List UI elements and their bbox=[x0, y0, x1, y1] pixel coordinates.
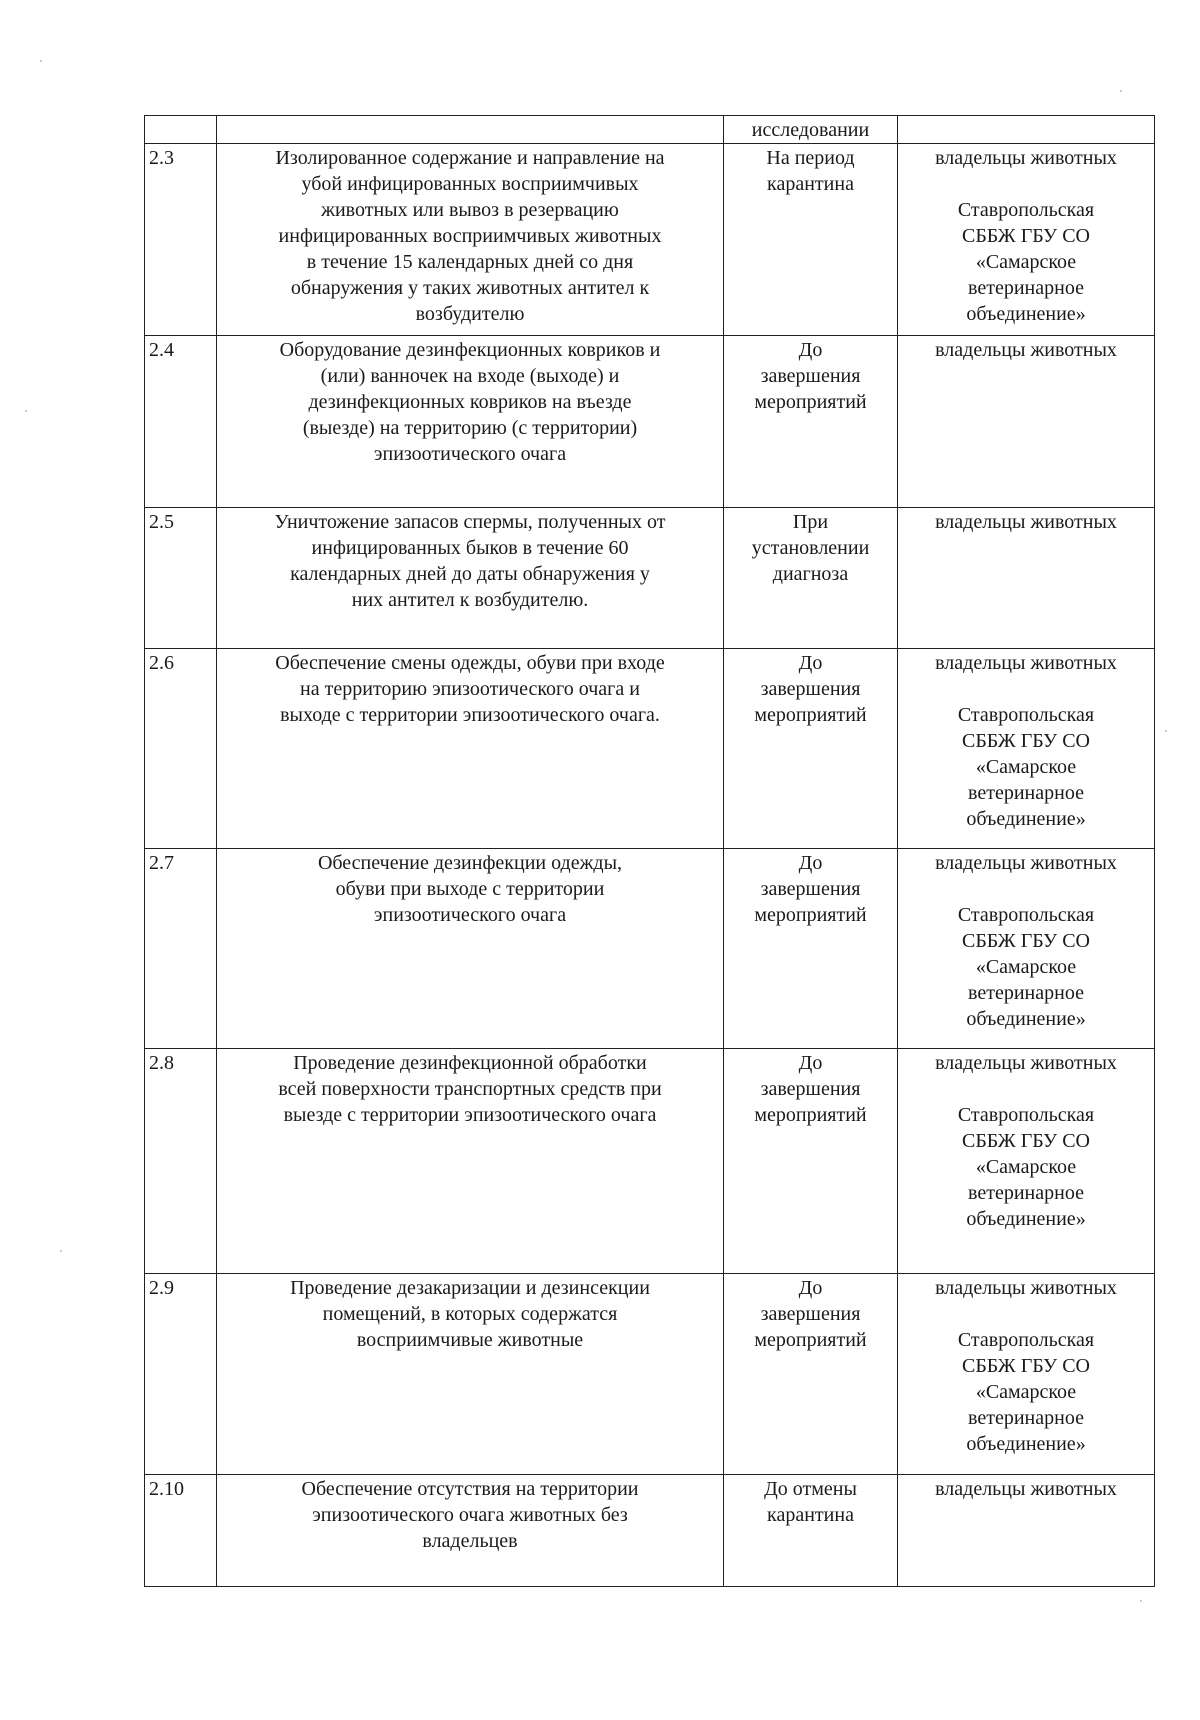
desc-line: выходе с территории эпизоотического очага. bbox=[280, 704, 660, 726]
term-line: До bbox=[798, 852, 823, 874]
responsible-org-line: ветеринарное bbox=[968, 1182, 1084, 1204]
responsible-org-line: объединение» bbox=[966, 1008, 1086, 1030]
scan-speck bbox=[40, 60, 42, 62]
table-row bbox=[145, 1475, 1155, 1587]
term-line: карантина bbox=[767, 173, 854, 195]
table-row bbox=[145, 144, 1155, 336]
term-line: мероприятий bbox=[754, 704, 867, 726]
desc-line: Проведение дезинфекционной обработки bbox=[293, 1052, 647, 1074]
term-line: На период bbox=[766, 147, 855, 169]
row-number: 2.10 bbox=[145, 1475, 217, 1587]
desc-line: на территорию эпизоотического очага и bbox=[300, 678, 640, 700]
desc-line: владельцев bbox=[422, 1530, 518, 1552]
term-line: При bbox=[792, 511, 829, 533]
desc-line: Обеспечение отсутствия на территории bbox=[301, 1478, 639, 1500]
desc-line: выезде с территории эпизоотического очага bbox=[283, 1104, 657, 1126]
table-row bbox=[145, 508, 1155, 649]
term-line: карантина bbox=[767, 1504, 854, 1526]
desc-line: животных или вывоз в резервацию bbox=[321, 199, 619, 221]
cell-resp bbox=[898, 116, 1155, 144]
desc-line: Изолированное содержание и направление на bbox=[275, 147, 665, 169]
measure-description bbox=[217, 1049, 724, 1274]
term-line: мероприятий bbox=[754, 1104, 867, 1126]
term-line: До bbox=[798, 339, 823, 361]
measure-responsible bbox=[898, 336, 1155, 508]
term-line: До bbox=[798, 1277, 823, 1299]
desc-line: инфицированных быков в течение 60 bbox=[311, 537, 629, 559]
desc-line: эпизоотического очага животных без bbox=[312, 1504, 628, 1526]
measure-term bbox=[724, 1049, 898, 1274]
scan-speck bbox=[1140, 1600, 1142, 1602]
responsible-org-line: ветеринарное bbox=[968, 277, 1084, 299]
measure-responsible bbox=[898, 649, 1155, 849]
measure-term bbox=[724, 1475, 898, 1587]
responsible-org-line: СББЖ ГБУ СО bbox=[961, 1130, 1091, 1152]
desc-line: возбудителю bbox=[415, 303, 525, 325]
measure-description bbox=[217, 1475, 724, 1587]
measure-responsible bbox=[898, 508, 1155, 649]
responsible-org-line: Ставропольская bbox=[957, 1104, 1095, 1126]
scan-speck bbox=[1165, 730, 1167, 732]
desc-line: дезинфекционных ковриков на въезде bbox=[308, 391, 632, 413]
cell-num bbox=[145, 116, 217, 144]
measure-description bbox=[217, 649, 724, 849]
row-number: 2.4 bbox=[145, 336, 217, 508]
row-number: 2.9 bbox=[145, 1274, 217, 1475]
desc-line: Оборудование дезинфекционных ковриков и bbox=[279, 339, 661, 361]
responsible-owner: владельцы животных bbox=[935, 1277, 1117, 1299]
desc-line: убой инфицированных восприимчивых bbox=[301, 173, 639, 195]
responsible-owner: владельцы животных bbox=[935, 511, 1117, 533]
desc-line: эпизоотического очага bbox=[373, 443, 567, 465]
measure-term bbox=[724, 849, 898, 1049]
term-line: установлении bbox=[751, 537, 870, 559]
term-line: завершения bbox=[760, 878, 861, 900]
measure-term bbox=[724, 336, 898, 508]
responsible-org-line: «Самарское bbox=[975, 956, 1077, 978]
term-line: До отмены bbox=[764, 1478, 857, 1500]
responsible-org-line: «Самарское bbox=[975, 756, 1077, 778]
responsible-owner: владельцы животных bbox=[935, 1052, 1117, 1074]
measure-term bbox=[724, 508, 898, 649]
row-number: 2.6 bbox=[145, 649, 217, 849]
responsible-org-line: Ставропольская bbox=[957, 704, 1095, 726]
term-line: мероприятий bbox=[754, 391, 867, 413]
table-row bbox=[145, 336, 1155, 508]
desc-line: всей поверхности транспортных средств при bbox=[278, 1078, 662, 1100]
desc-line: в течение 15 календарных дней со дня bbox=[306, 251, 634, 273]
term-line: мероприятий bbox=[754, 904, 867, 926]
measure-term bbox=[724, 649, 898, 849]
responsible-org-line: «Самарское bbox=[975, 251, 1077, 273]
responsible-owner: владельцы животных bbox=[935, 339, 1117, 361]
desc-line: восприимчивые животные bbox=[356, 1329, 584, 1351]
responsible-org-line: «Самарское bbox=[975, 1381, 1077, 1403]
measure-responsible bbox=[898, 1274, 1155, 1475]
responsible-org-line: Ставропольская bbox=[957, 904, 1095, 926]
measure-responsible bbox=[898, 849, 1155, 1049]
term-line: диагноза bbox=[772, 563, 849, 585]
table-row bbox=[145, 1274, 1155, 1475]
responsible-owner: владельцы животных bbox=[935, 652, 1117, 674]
term-line: завершения bbox=[760, 365, 861, 387]
measure-description bbox=[217, 849, 724, 1049]
table-row-continuation bbox=[145, 116, 1155, 144]
desc-line: Проведение дезакаризации и дезинсекции bbox=[290, 1277, 650, 1299]
term-line: исследовании bbox=[751, 119, 870, 141]
desc-line: (выезде) на территорию (с территории) bbox=[302, 417, 638, 439]
responsible-org-line: объединение» bbox=[966, 1208, 1086, 1230]
row-number: 2.3 bbox=[145, 144, 217, 336]
cell-term bbox=[724, 116, 898, 144]
measure-description bbox=[217, 336, 724, 508]
measure-responsible bbox=[898, 1049, 1155, 1274]
desc-line: помещений, в которых содержатся bbox=[322, 1303, 618, 1325]
scan-speck bbox=[25, 410, 27, 412]
row-number: 2.8 bbox=[145, 1049, 217, 1274]
row-number: 2.5 bbox=[145, 508, 217, 649]
responsible-org-line: СББЖ ГБУ СО bbox=[961, 1355, 1091, 1377]
term-line: До bbox=[798, 1052, 823, 1074]
measure-term bbox=[724, 1274, 898, 1475]
responsible-org-line: объединение» bbox=[966, 808, 1086, 830]
responsible-org-line: объединение» bbox=[966, 303, 1086, 325]
desc-line: Обеспечение дезинфекции одежды, bbox=[317, 852, 623, 874]
term-line: мероприятий bbox=[754, 1329, 867, 1351]
measure-description bbox=[217, 508, 724, 649]
measure-term bbox=[724, 144, 898, 336]
desc-line: них антител к возбудителю. bbox=[351, 589, 589, 611]
cell-desc bbox=[217, 116, 724, 144]
responsible-org-line: «Самарское bbox=[975, 1156, 1077, 1178]
measure-responsible bbox=[898, 1475, 1155, 1587]
desc-line: эпизоотического очага bbox=[373, 904, 567, 926]
responsible-org-line: СББЖ ГБУ СО bbox=[961, 930, 1091, 952]
responsible-owner: владельцы животных bbox=[935, 1478, 1117, 1500]
desc-line: Обеспечение смены одежды, обуви при входе bbox=[275, 652, 665, 674]
term-line: До bbox=[798, 652, 823, 674]
scan-speck bbox=[1120, 90, 1122, 92]
responsible-org-line: ветеринарное bbox=[968, 782, 1084, 804]
responsible-org-line: объединение» bbox=[966, 1433, 1086, 1455]
term-line: завершения bbox=[760, 1078, 861, 1100]
row-number: 2.7 bbox=[145, 849, 217, 1049]
table-row bbox=[145, 849, 1155, 1049]
responsible-org-line: Ставропольская bbox=[957, 1329, 1095, 1351]
scan-speck bbox=[60, 1250, 62, 1252]
measures-table bbox=[144, 115, 1155, 1587]
measure-description bbox=[217, 1274, 724, 1475]
measure-description bbox=[217, 144, 724, 336]
desc-line: обуви при выходе с территории bbox=[335, 878, 605, 900]
desc-line: (или) ванночек на входе (выходе) и bbox=[320, 365, 620, 387]
desc-line: инфицированных восприимчивых животных bbox=[278, 225, 662, 247]
responsible-org-line: СББЖ ГБУ СО bbox=[961, 225, 1091, 247]
measure-responsible bbox=[898, 144, 1155, 336]
responsible-org-line: Ставропольская bbox=[957, 199, 1095, 221]
desc-line: Уничтожение запасов спермы, полученных от bbox=[274, 511, 666, 533]
responsible-org-line: СББЖ ГБУ СО bbox=[961, 730, 1091, 752]
desc-line: обнаружения у таких животных антител к bbox=[290, 277, 650, 299]
responsible-org-line: ветеринарное bbox=[968, 982, 1084, 1004]
term-line: завершения bbox=[760, 678, 861, 700]
table-row bbox=[145, 649, 1155, 849]
responsible-owner: владельцы животных bbox=[935, 852, 1117, 874]
table-row bbox=[145, 1049, 1155, 1274]
responsible-org-line: ветеринарное bbox=[968, 1407, 1084, 1429]
term-line: завершения bbox=[760, 1303, 861, 1325]
responsible-owner: владельцы животных bbox=[935, 147, 1117, 169]
desc-line: календарных дней до даты обнаружения у bbox=[290, 563, 650, 585]
